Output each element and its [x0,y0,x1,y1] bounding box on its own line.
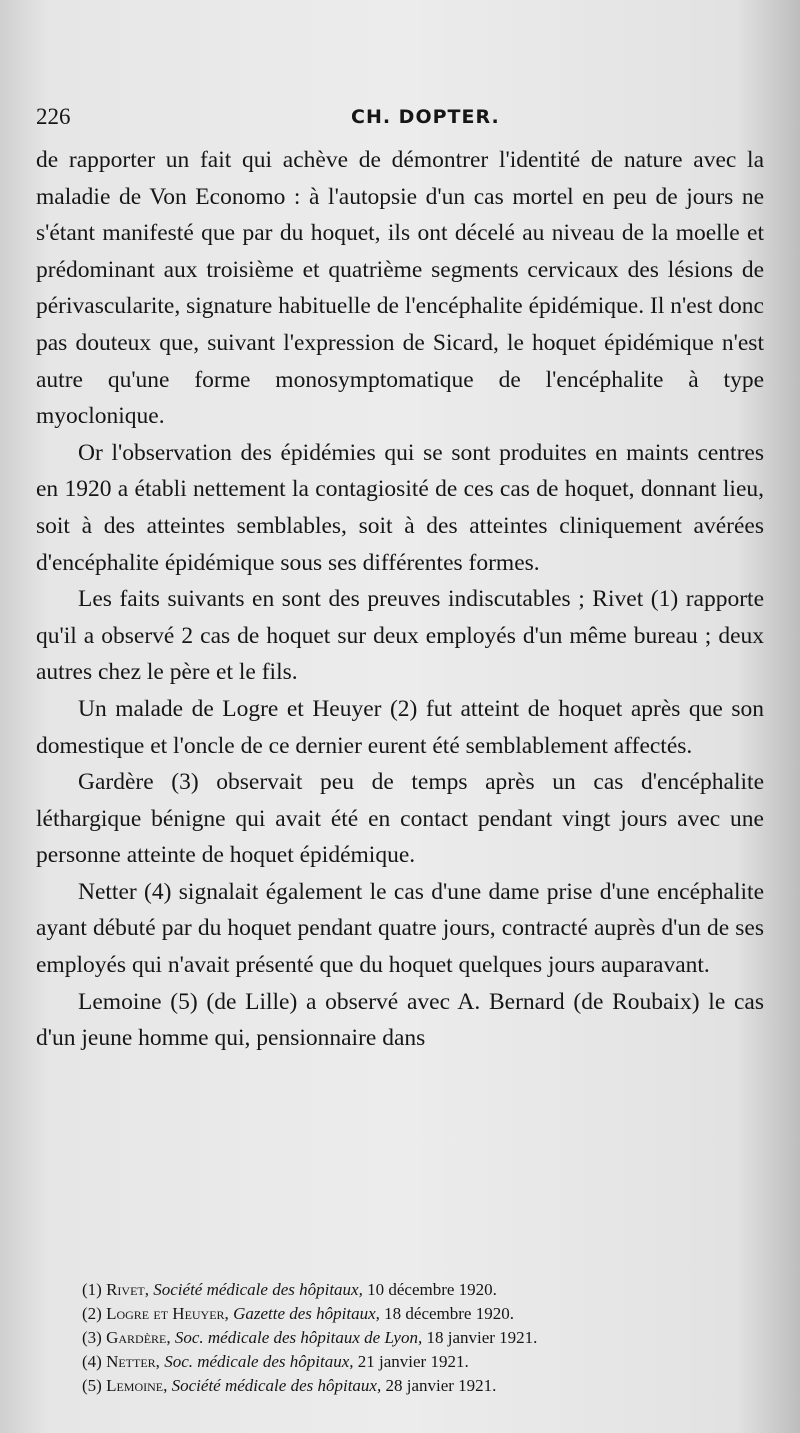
paragraph: Or l'observation des épidémies qui se sont produites en maints centres en 1920 a établi nettement la contagiosité de ces cas de hoquet, donnant lieu, soit à des atteintes semblables, soit à des atteintes cliniquement avérées d'encéphalite épidémique sous ses différentes formes. [36,439,764,576]
page-header [36,104,756,136]
footnote-journal: Société médicale des hôpitaux, [171,1376,382,1395]
paragraph: Netter (4) signalait également le cas d'une dame prise d'une encéphalite ayant débuté par du hoquet pendant quatre jours, contracté auprès d'un de ses employés qui n'avait présenté que du hoquet quelques jours auparavant. [36,878,764,979]
footnote-date: 10 décembre 1920. [367,1280,497,1299]
footnote-date: 18 janvier 1921. [426,1328,538,1347]
footnote-marker: (2) [82,1304,102,1323]
body-text [36,142,764,1057]
footnote-marker: (4) [82,1352,102,1371]
footnote [82,1374,772,1398]
paragraph: Gardère (3) observait peu de temps après un cas d'encéphalite léthargique bénigne qui avait été en contact pendant vingt jours avec une personne atteinte de hoquet épidémique. [36,769,764,869]
paragraph: de rapporter un fait qui achève de démontrer l'identité de nature avec la maladie de Von Economo : à l'autopsie d'un cas mortel en peu de jours ne s'étant manifesté que par du hoquet, ils ont décelé au niveau de la moelle et prédominant aux troisième et quatrième segments cervicaux des lésions de périvascularite, signature habituelle de l'encéphalite épidémique. Il n'est donc pas douteux que, suivant l'expression de Sicard, le hoquet épidémique n'est autre qu'une forme monosymptomatique de l'encéphalite à type myoclonique. [36,147,764,430]
footnote-author: Rivet, [106,1280,149,1299]
footnote-journal: Soc. médicale des hôpitaux, [164,1352,354,1371]
footnote-journal: Soc. médicale des hôpitaux de Lyon, [174,1328,423,1347]
paragraph: Lemoine (5) (de Lille) a observé avec A. Bernard (de Roubaix) le cas d'un jeune homme qui, pensionnaire dans [36,988,764,1052]
footnote-marker: (5) [82,1376,102,1395]
footnote-marker: (3) [82,1328,102,1347]
footnote [82,1302,772,1326]
paragraph: Un malade de Logre et Heuyer (2) fut atteint de hoquet après que son domestique et l'oncle de ce dernier eurent été semblablement affectés. [36,695,764,759]
page-number: 226 [36,104,71,129]
footnote [82,1326,772,1350]
footnote-date: 28 janvier 1921. [385,1376,497,1395]
footnotes [82,1278,772,1398]
footnote [82,1278,772,1302]
footnote-author: Logre et Heuyer, [106,1304,229,1323]
running-title: CH. DOPTER. [351,106,500,128]
footnote-author: Lemoine, [106,1376,168,1395]
footnote-date: 18 décembre 1920. [384,1304,514,1323]
footnote-journal: Gazette des hôpitaux, [233,1304,380,1323]
footnote-marker: (1) [82,1280,102,1299]
footnote [82,1350,772,1374]
footnote-date: 21 janvier 1921. [357,1352,469,1371]
paragraph: Les faits suivants en sont des preuves indiscutables ; Rivet (1) rapporte qu'il a observé 2 cas de hoquet sur deux employés d'un même bureau ; deux autres chez le père et le fils. [36,586,764,686]
footnote-author: Gardère, [106,1328,171,1347]
footnote-author: Netter, [106,1352,160,1371]
footnote-journal: Société médicale des hôpitaux, [153,1280,363,1299]
